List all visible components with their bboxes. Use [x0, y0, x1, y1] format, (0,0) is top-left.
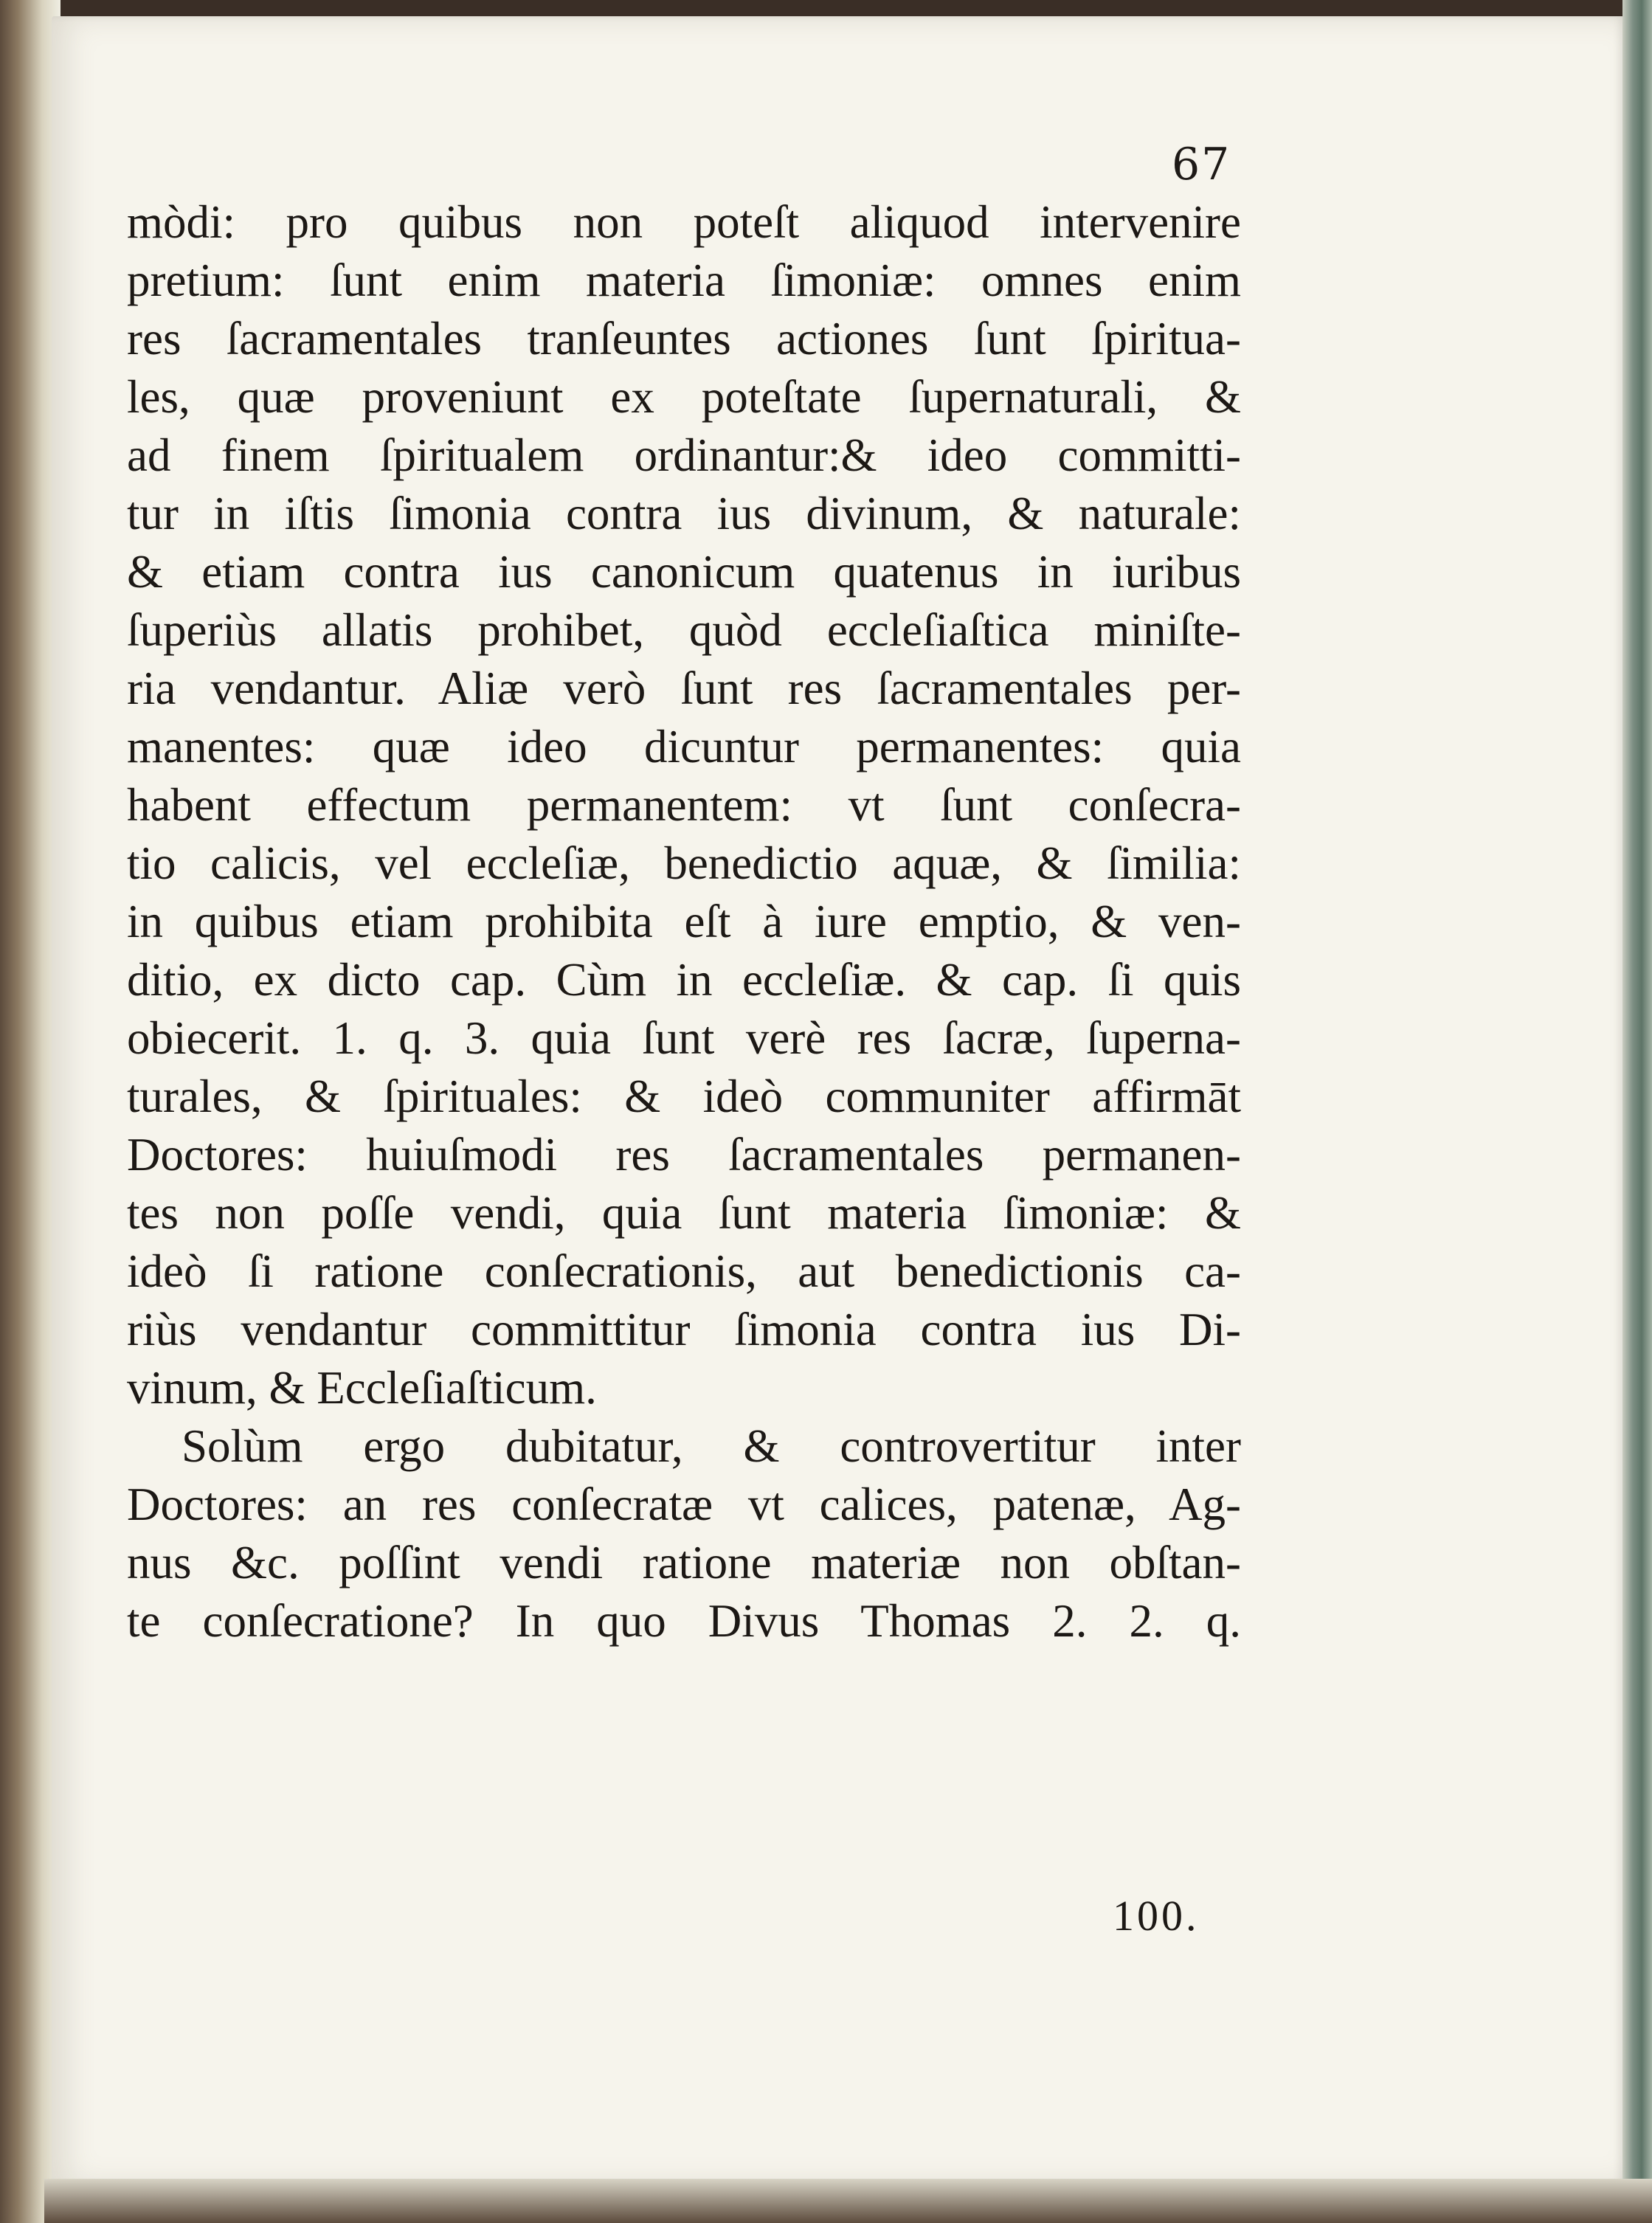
- text-line: manentes: quæ ideo dicuntur permanentes: quia: [127, 721, 1241, 772]
- text-line: res ſacramentales tranſeuntes actiones ſunt ſpiritua-: [127, 313, 1241, 364]
- text-line: turales, & ſpirituales: & ideò communiter affirmāt: [127, 1071, 1241, 1122]
- text-line: pretium: ſunt enim materia ſimoniæ: omnes enim: [127, 255, 1241, 306]
- text-line: & etiam contra ius canonicum quatenus in iuribus: [127, 546, 1241, 598]
- paragraph-start-line: Solùm ergo dubitatur, & controvertitur inter: [182, 1420, 1241, 1472]
- text-line: ditio, ex dicto cap. Cùm in eccleſiæ. & cap. ſi quis: [127, 954, 1241, 1006]
- page-number: 67: [1172, 139, 1231, 190]
- text-line: te conſecratione? In quo Divus Thomas 2. 2. q.: [127, 1595, 1241, 1647]
- text-line: ideò ſi ratione conſecrationis, aut benedictionis ca-: [127, 1245, 1241, 1297]
- text-line: tio calicis, vel eccleſiæ, benedictio aquæ, & ſimilia:: [127, 837, 1241, 889]
- text-line: ria vendantur. Aliæ verò ſunt res ſacramentales per-: [127, 663, 1241, 714]
- body-text: [127, 193, 1241, 1650]
- text-line: ad finem ſpiritualem ordinantur:& ideo committi-: [127, 429, 1241, 481]
- text-line: obiecerit. 1. q. 3. quia ſunt verè res ſacræ, ſuperna-: [127, 1012, 1241, 1064]
- text-line: vinum, & Eccleſiaſticum.: [127, 1362, 597, 1414]
- text-line: Doctores: huiuſmodi res ſacramentales permanen-: [127, 1129, 1241, 1180]
- text-line: mòdi: pro quibus non poteſt aliquod intervenire: [127, 196, 1241, 248]
- page-bottom-edge: [44, 2179, 1652, 2223]
- catchword: 100.: [1113, 1892, 1200, 1940]
- text-line: nus &c. poſſint vendi ratione materiæ non obſtan-: [127, 1537, 1241, 1588]
- text-line: tur in iſtis ſimonia contra ius divinum, & naturale:: [127, 488, 1241, 539]
- text-line: les, quæ proveniunt ex poteſtate ſupernaturali, &: [127, 371, 1241, 423]
- text-line: riùs vendantur committitur ſimonia contra ius Di-: [127, 1304, 1241, 1355]
- page-fore-edge: [1622, 0, 1652, 2206]
- text-line: Doctores: an res conſecratæ vt calices, patenæ, Ag-: [127, 1479, 1241, 1530]
- text-line: ſuperiùs allatis prohibet, quòd eccleſiaſtica miniſte-: [127, 604, 1241, 656]
- text-line: habent effectum permanentem: vt ſunt conſecra-: [127, 779, 1241, 831]
- text-line: in quibus etiam prohibita eſt à iure emptio, & ven-: [127, 896, 1241, 947]
- text-line: tes non poſſe vendi, quia ſunt materia ſimoniæ: &: [127, 1187, 1241, 1239]
